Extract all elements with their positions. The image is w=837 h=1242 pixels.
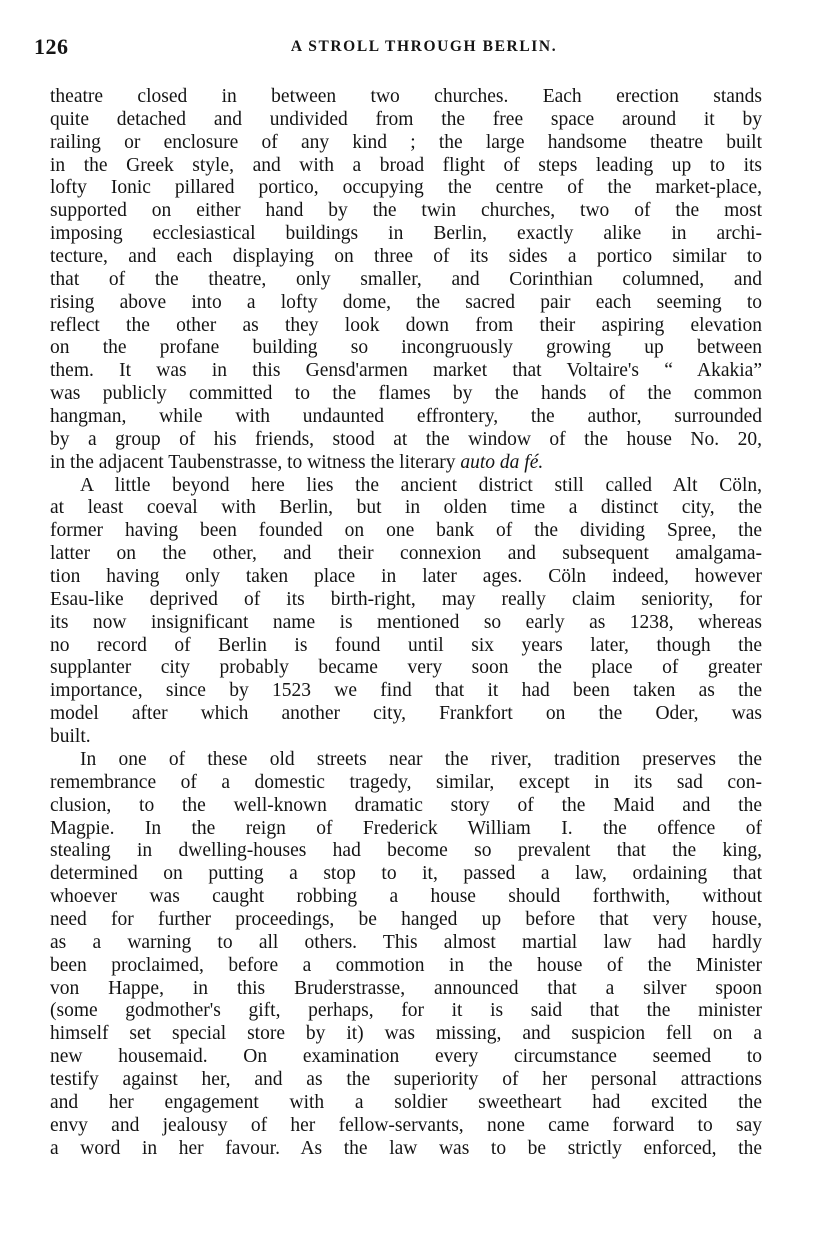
- text-line: former having been founded on one bank of the dividing Spree, the: [50, 520, 762, 542]
- text-line: as a warning to all others. This almost martial law had hardly: [50, 931, 762, 953]
- text-line: a word in her favour. As the law was to be strictly enforced, the: [50, 1137, 762, 1159]
- text-line: supplanter city probably became very soon the place of greater: [50, 657, 762, 679]
- text-line: no record of Berlin is found until six years later, though the: [50, 634, 762, 656]
- text-line: railing or enclosure of any kind ; the large handsome theatre built: [50, 131, 762, 153]
- text-line: need for further proceedings, be hanged up before that very house,: [50, 908, 762, 930]
- text-line: its now insignificant name is mentioned so early as 1238, whereas: [50, 611, 762, 633]
- body-text: [50, 86, 762, 1160]
- text-line: (some godmother's gift, perhaps, for it is said that the minister: [50, 1000, 762, 1022]
- text-line: been proclaimed, before a commotion in the house of the Minister: [50, 954, 762, 976]
- text-line-with-italic: [50, 452, 762, 475]
- text-line: Magpie. In the reign of Frederick William I. the offence of: [50, 817, 762, 839]
- text-line: himself set special store by it) was missing, and suspicion fell on a: [50, 1023, 762, 1045]
- text-line: stealing in dwelling-houses had become so prevalent that the king,: [50, 840, 762, 862]
- text-line: new housemaid. On examination every circumstance seemed to: [50, 1046, 762, 1068]
- text-line: imposing ecclesiastical buildings in Berlin, exactly alike in archi-: [50, 223, 762, 245]
- text-line: von Happe, in this Bruderstrasse, announced that a silver spoon: [50, 977, 762, 999]
- text-line: reflect the other as they look down from their aspiring elevation: [50, 314, 762, 336]
- text-line: hangman, while with undaunted effrontery, the author, surrounded: [50, 406, 762, 428]
- text-line: determined on putting a stop to it, passed a law, ordaining that: [50, 863, 762, 885]
- text-line: that of the theatre, only smaller, and Corinthian columned, and: [50, 268, 762, 290]
- text-line: lofty Ionic pillared portico, occupying the centre of the market-place,: [50, 177, 762, 199]
- text-line: whoever was caught robbing a house should forthwith, without: [50, 886, 762, 908]
- text-line: in the Greek style, and with a broad flight of steps leading up to its: [50, 154, 762, 176]
- text-line: quite detached and undivided from the free space around it by: [50, 108, 762, 130]
- text-line: at least coeval with Berlin, but in olden time a distinct city, the: [50, 497, 762, 519]
- text-line: them. It was in this Gensd'armen market that Voltaire's “ Akakia”: [50, 360, 762, 382]
- text-line: by a group of his friends, stood at the window of the house No. 20,: [50, 428, 762, 450]
- text-line: tecture, and each displaying on three of its sides a portico similar to: [50, 246, 762, 268]
- text-line: model after which another city, Frankfort on the Oder, was: [50, 703, 762, 725]
- paragraph-last-line: built.: [50, 726, 91, 748]
- text-line-part: in the adjacent Taubenstrasse, to witness the literary: [50, 451, 456, 473]
- text-line: supported on either hand by the twin churches, two of the most: [50, 200, 762, 222]
- italic-phrase: auto da fé.: [460, 451, 544, 473]
- text-line: on the profane building so incongruously growing up between: [50, 337, 762, 359]
- text-line: remembrance of a domestic tragedy, similar, except in its sad con-: [50, 771, 762, 793]
- text-line: rising above into a lofty dome, the sacred pair each seeming to: [50, 291, 762, 313]
- paragraph-first-line: In one of these old streets near the river, tradition preserves the: [80, 748, 762, 770]
- page-header: [34, 34, 774, 64]
- page-number: 126: [34, 34, 69, 59]
- text-line: importance, since by 1523 we find that it had been taken as the: [50, 680, 762, 702]
- text-line: envy and jealousy of her fellow-servants, none came forward to say: [50, 1114, 762, 1136]
- text-line: clusion, to the well-known dramatic story of the Maid and the: [50, 794, 762, 816]
- text-line: testify against her, and as the superiority of her personal attractions: [50, 1068, 762, 1090]
- paragraph-first-line: A little beyond here lies the ancient district still called Alt Cöln,: [80, 474, 762, 496]
- running-title: A STROLL THROUGH BERLIN.: [290, 38, 558, 55]
- text-line: was publicly committed to the flames by the hands of the common: [50, 383, 762, 405]
- text-line: and her engagement with a soldier sweetheart had excited the: [50, 1091, 762, 1113]
- text-line: theatre closed in between two churches. Each erection stands: [50, 86, 762, 107]
- text-line: latter on the other, and their connexion and subsequent amalgama-: [50, 543, 762, 565]
- text-line: Esau-like deprived of its birth-right, may really claim seniority, for: [50, 588, 762, 610]
- text-line: tion having only taken place in later ages. Cöln indeed, however: [50, 566, 762, 588]
